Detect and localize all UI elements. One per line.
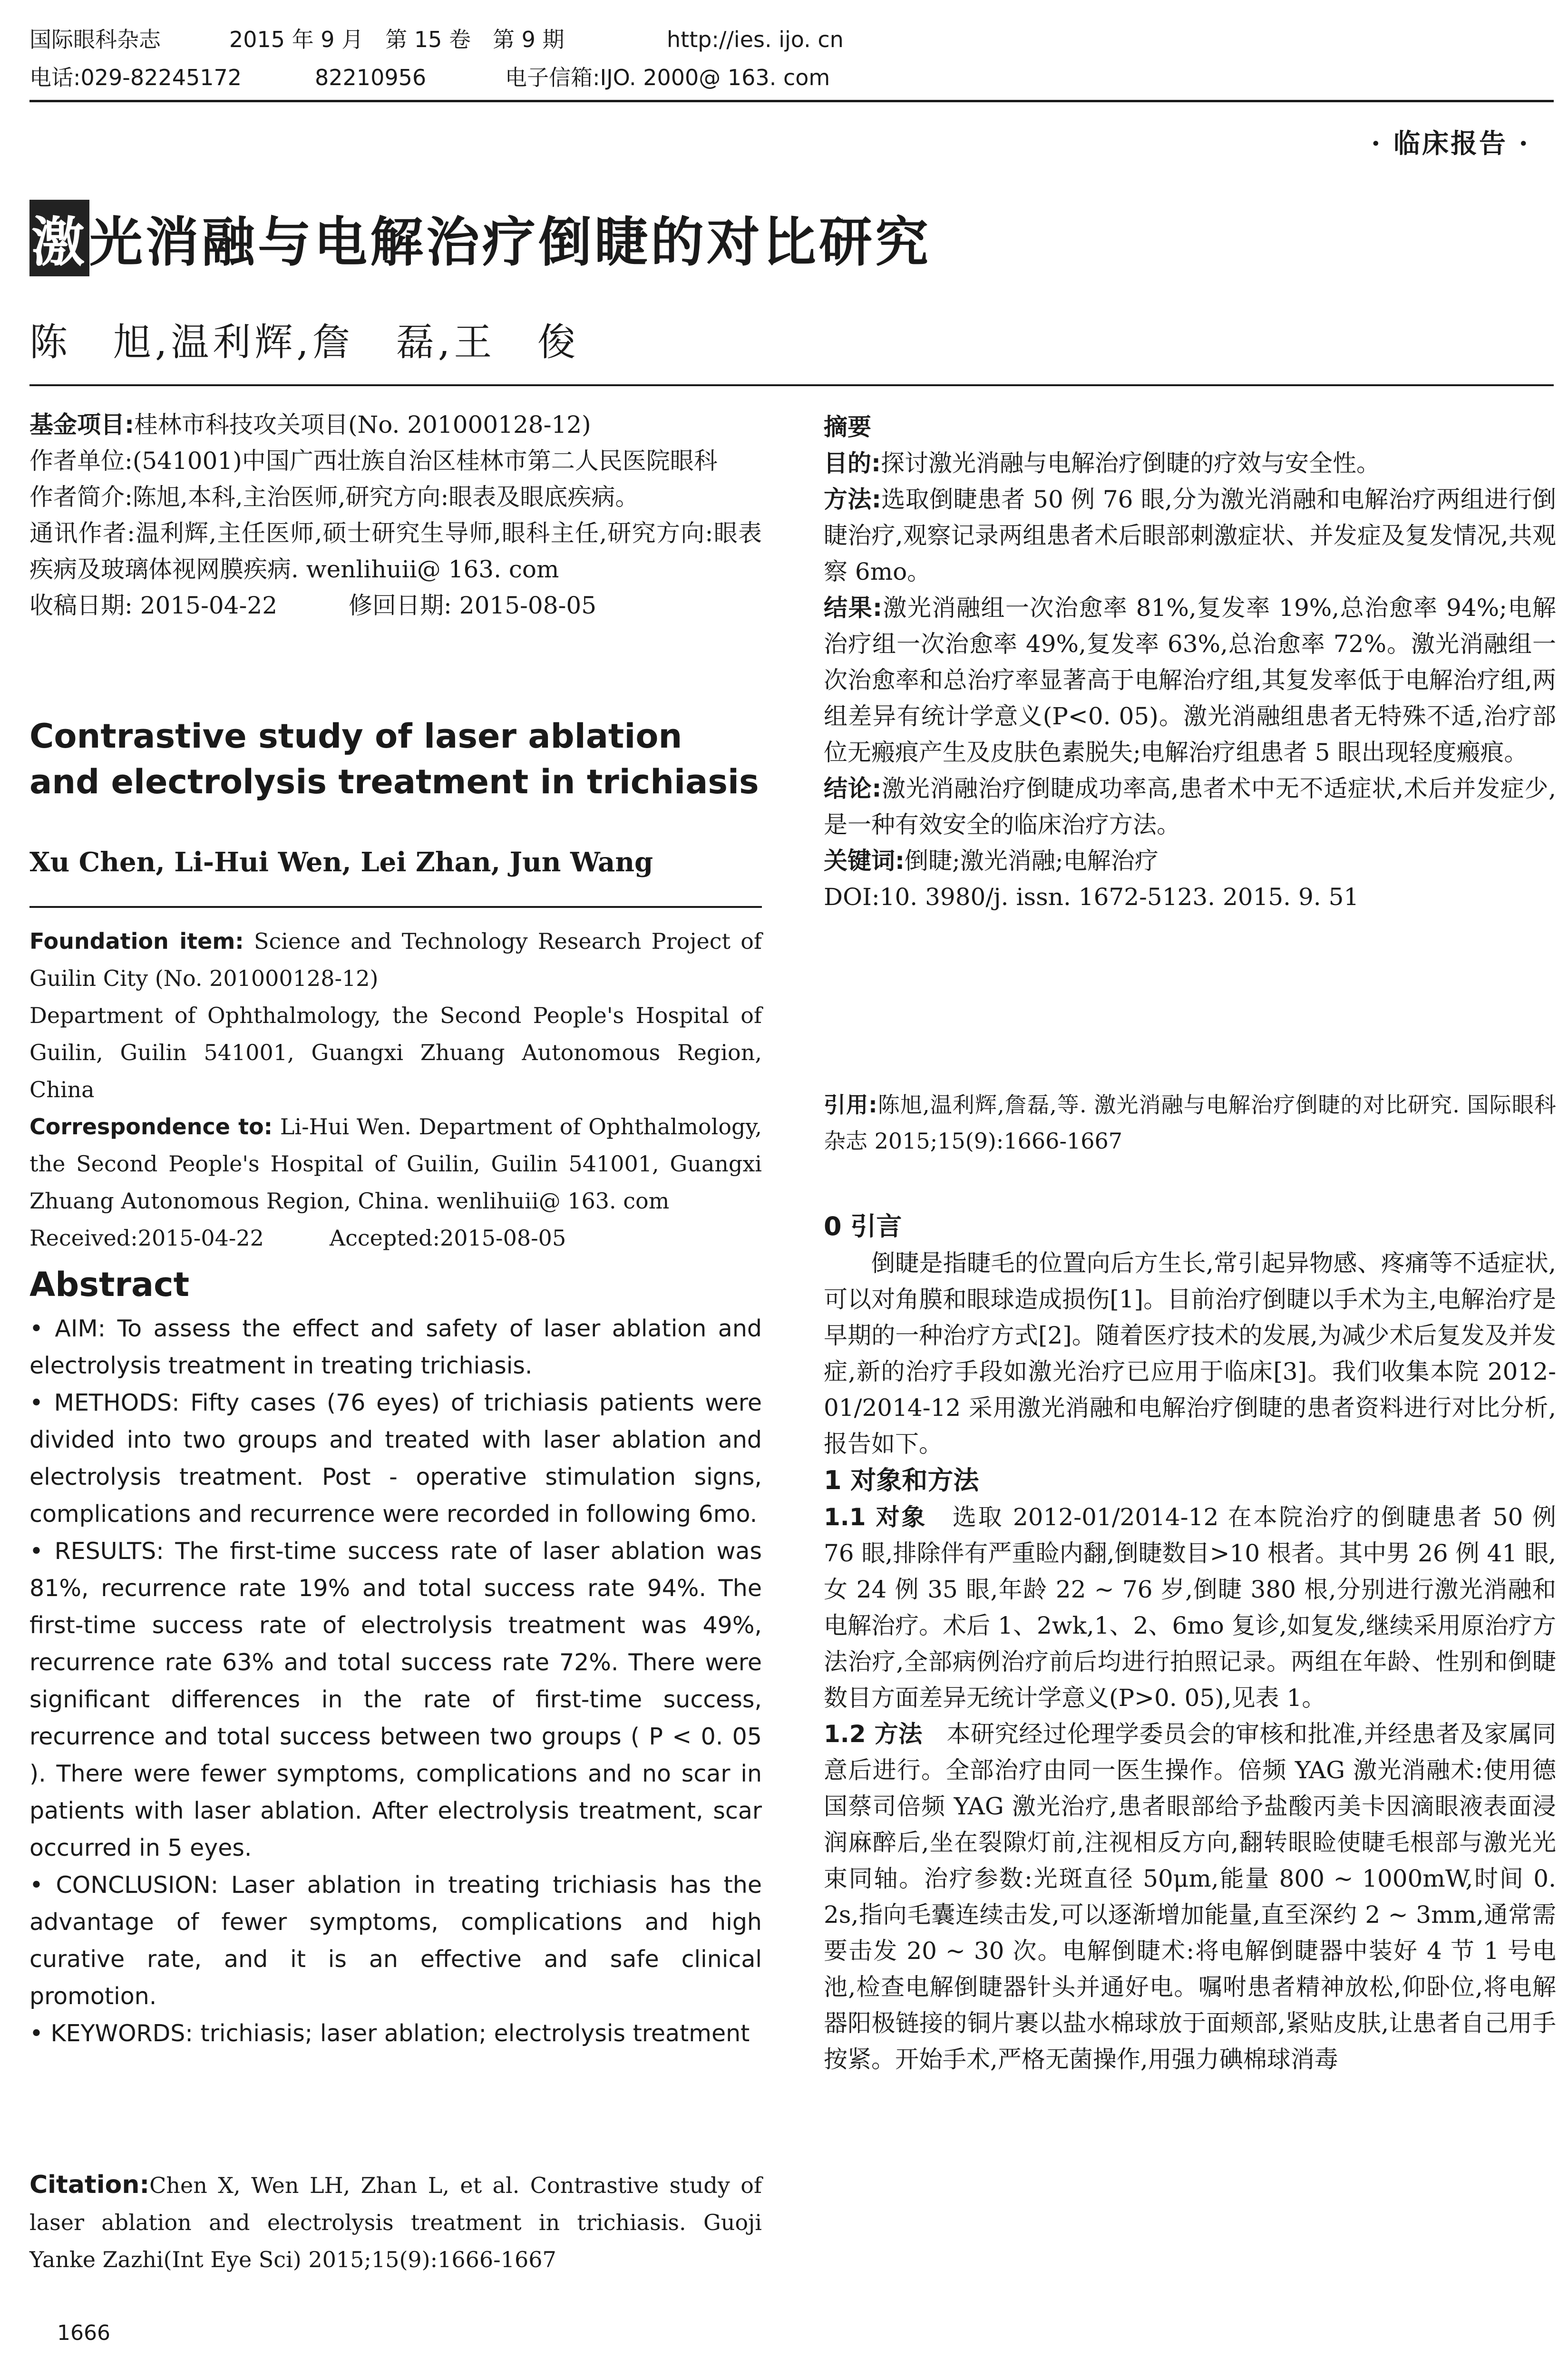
unit-text: (541001)中国广西壮族自治区桂林市第二人民医院眼科 (132, 447, 718, 475)
journal-url[interactable]: http://ies. ijo. cn (667, 27, 844, 52)
section-0-heading: 0 引言 (824, 1211, 902, 1241)
english-citation (29, 2166, 762, 2278)
cite-zh-label: 引用: (824, 1092, 877, 1118)
chinese-abstract (824, 409, 1556, 915)
title-initial: 激 (29, 200, 89, 276)
bio-label: 作者简介: (29, 483, 133, 511)
unit-label: 作者单位: (29, 447, 133, 475)
body-text (824, 1208, 1556, 2077)
email[interactable]: 电子信箱:IJO. 2000@ 163. com (505, 65, 830, 90)
methods-label: 方法: (824, 486, 881, 513)
section-1-2-text: 本研究经过伦理学委员会的审核和批准,并经患者及家属同意后进行。全部治疗由同一医生操作。倍频 YAG 激光消融术:使用德国蔡司倍频 YAG 激光治疗,患者眼部给予盐酸丙美卡因滴眼液表面浸润麻醉后,坐在裂隙灯前,注视相反方向,翻转眼睑使睫毛根部与激光光束同轴。治疗参数:光斑直径 50μm,能量 800 ~ 1000mW,时间 0. 2s,指向毛囊连续击发,可以逐渐增加能量,直至深约 2 ~ 3mm,通常需要击发 20 ~ 30 次。电解倒睫术:将电解倒睫器中装好 4 节 1 号电池,检查电解倒睫器针头并通好电。嘱咐患者精神放松,仰卧位,将电解器阳极链接的铜片裹以盐水棉球放于面颊部,紧贴皮肤,让患者自己用手按紧。开始手术,严格无菌操作,用强力碘棉球消毒 (824, 1720, 1556, 2073)
section-label: · 临床报告 · (1371, 128, 1530, 159)
journal-name: 国际眼科杂志 (29, 27, 161, 52)
citation-text: Chen X, Wen LH, Zhan L, et al. Contrastive study of laser ablation and electrolysis treatment in trichiasis. Guoji Yanke Zazhi(Int Eye Sci) 2015;15(9):1666-1667 (29, 2172, 762, 2272)
doi[interactable]: DOI:10. 3980/j. issn. 1672-5123. 2015. 9. 51 (824, 883, 1359, 911)
results-text: 激光消融组一次治愈率 81%,复发率 19%,总治愈率 94%;电解治疗组一次治愈率 49%,复发率 63%,总治愈率 72%。激光消融组一次治愈率和总治疗率显著高于电解治疗组,其复发率低于电解治疗组,两组差异有统计学意义(P<0. 05)。激光消融组患者无特殊不适,治疗部位无瘢痕产生及皮肤色素脱失;电解治疗组患者 5 眼出现轻度瘢痕。 (824, 594, 1556, 766)
fax: 82210956 (315, 65, 427, 90)
section-1-heading: 1 对象和方法 (824, 1465, 979, 1495)
english-info (29, 923, 762, 1257)
abstract-results: • RESULTS: The first-time success rate of laser ablation was 81%, recurrence rate 19% and total success rate 94%. The first-time success rate of electrolysis treatment was 49%, recurrence rate 63% and total success rate 72%. There were significant differences in the rate of first-time success, recurrence and total success between two groups ( P < 0. 05 ). There were fewer symptoms, complications and no scar in patients with laser ablation. After electrolysis treatment, scar occurred in 5 eyes. (29, 1538, 762, 1861)
abstract-aim: • AIM: To assess the effect and safety of laser ablation and electrolysis treatment in treating trichiasis. (29, 1315, 762, 1379)
english-author-rule (29, 906, 762, 908)
fund-label: 基金项目: (29, 411, 134, 438)
cite-zh-text: 陈旭,温利辉,詹磊,等. 激光消融与电解治疗倒睫的对比研究. 国际眼科杂志 2015;15(9):1666-1667 (824, 1092, 1556, 1154)
bio-text: 陈旭,本科,主治医师,研究方向:眼表及眼底疾病。 (132, 483, 639, 511)
corr-text: 温利辉,主任医师,硕士研究生导师,眼科主任,研究方向:眼表疾病及玻璃体视网膜疾病. wenlihuii@ 163. com (29, 519, 762, 583)
page-number: 1666 (57, 2321, 110, 2345)
correspondence-label: Correspondence to: (29, 1114, 273, 1140)
phone: 电话:029-82245172 (29, 65, 242, 90)
issue-info: 2015 年 9 月 第 15 卷 第 9 期 (229, 27, 565, 52)
conclusion-label: 结论: (824, 775, 882, 802)
foundation-text: Science and Technology Research Project of Guilin City (No. 201000128-12) (29, 928, 762, 991)
fund-text: 桂林市科技攻关项目(No. 201000128-12) (134, 411, 591, 438)
keywords-label: 关键词: (824, 847, 905, 875)
methods-text: 选取倒睫患者 50 例 76 眼,分为激光消融和电解治疗两组进行倒睫治疗,观察记录两组患者术后眼部刺激症状、并发症及复发情况,共观察 6mo。 (824, 486, 1556, 585)
english-dates: Received:2015-04-22 Accepted:2015-08-05 (29, 1225, 566, 1251)
aim-text: 探讨激光消融与电解治疗倒睫的疗效与安全性。 (881, 449, 1380, 477)
dates-zh: 收稿日期: 2015-04-22 修回日期: 2015-08-05 (29, 592, 597, 619)
chinese-citation (824, 1087, 1556, 1159)
aim-label: 目的: (824, 449, 881, 477)
citation-label: Citation: (29, 2171, 150, 2199)
results-label: 结果: (824, 594, 882, 622)
corr-label: 通讯作者: (29, 519, 136, 547)
section-1-1-text: 选取 2012-01/2014-12 在本院治疗的倒睫患者 50 例 76 眼,排除伴有严重睑内翻,倒睫数目>10 根者。其中男 26 例 41 眼,女 24 例 35 眼,年龄 22 ~ 76 岁,倒睫 380 根,分别进行激光消融和电解治疗。术后 1、2wk,1、2、6mo 复诊,如复发,继续采用原治疗方法治疗,全部病例治疗前后均进行拍照记录。两组在年龄、性别和倒睫数目方面差异无统计学意义(P>0. 05),见表 1。 (824, 1503, 1556, 1712)
section-1-1-label: 1.1 对象 (824, 1503, 953, 1531)
keywords-text: 倒睫;激光消融;电解治疗 (905, 847, 1159, 875)
department-text: Department of Ophthalmology, the Second People's Hospital of Guilin, Guilin 541001, Guangxi Zhuang Autonomous Region, China (29, 1003, 762, 1102)
article-title (29, 200, 931, 276)
english-title: Contrastive study of laser ablation and electrolysis treatment in trichiasis (29, 717, 759, 801)
section-0-paragraph: 倒睫是指睫毛的位置向后方生长,常引起异物感、疼痛等不适症状,可以对角膜和眼球造成损伤[1]。目前治疗倒睫以手术为主,电解治疗是早期的一种治疗方式[2]。随着医疗技术的发展,为减少术后复发及并发症,新的治疗手段如激光治疗已应用于临床[3]。我们收集本院 2012-01/2014-12 采用激光消融和电解治疗倒睫的患者资料进行对比分析,报告如下。 (824, 1249, 1556, 1458)
english-authors: Xu Chen, Li-Hui Wen, Lei Zhan, Jun Wang (29, 847, 653, 878)
author-info-zh (29, 407, 762, 623)
english-abstract (29, 1310, 762, 2052)
correspondence-text: Li-Hui Wen. Department of Ophthalmology, the Second People's Hospital of Guilin, Guilin 541001, Guangxi Zhuang Autonomous Region, China. wenlihuii@ 163. com (29, 1114, 762, 1214)
header-rule (29, 100, 1554, 102)
abstract-conclusion: • CONCLUSION: Laser ablation in treating trichiasis has the advantage of fewer symptoms, complications and high curative rate, and it is an effective and safe clinical promotion. (29, 1871, 762, 2010)
section-1-2-label: 1.2 方法 (824, 1720, 947, 1748)
abstract-methods: • METHODS: Fifty cases (76 eyes) of trichiasis patients were divided into two groups and treated with laser ablation and electrolysis treatment. Post - operative stimulation signs, complications and recurrence were recorded in following 6mo. (29, 1389, 762, 1528)
conclusion-text: 激光消融治疗倒睫成功率高,患者术中无不适症状,术后并发症少,是一种有效安全的临床治疗方法。 (824, 775, 1556, 838)
title-rest: 光消融与电解治疗倒睫的对比研究 (89, 212, 931, 273)
title-rule (29, 384, 1554, 386)
abstract-zh-heading: 摘要 (824, 413, 871, 441)
authors-zh: 陈 旭,温利辉,詹 磊,王 俊 (29, 320, 580, 364)
abstract-keywords: • KEYWORDS: trichiasis; laser ablation; electrolysis treatment (29, 2020, 750, 2047)
foundation-label: Foundation item: (29, 928, 244, 954)
abstract-heading: Abstract (29, 1265, 190, 1304)
